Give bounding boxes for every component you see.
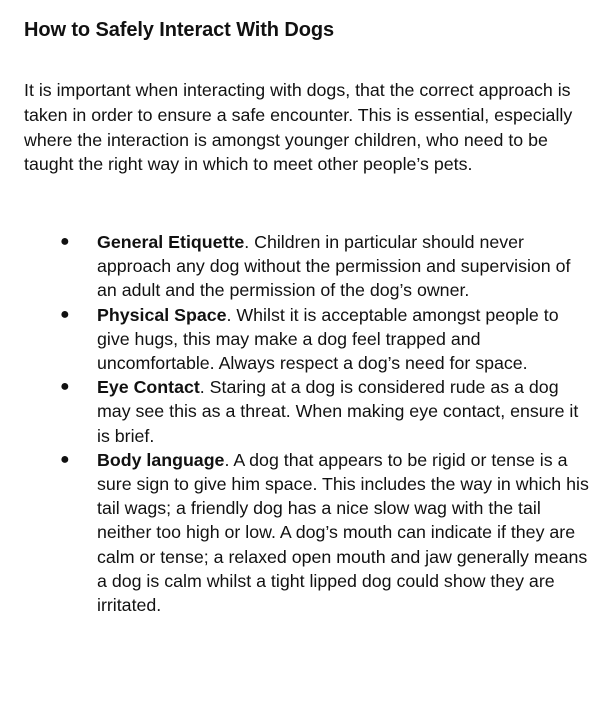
tip-term: Physical Space — [97, 304, 227, 325]
tip-term: General Etiquette — [97, 232, 245, 252]
tip-text: . Whilst it is acceptable amongst people to give hugs, this may make a dog feel trapped and uncomfortable. Always respect a dog’s need for space. — [97, 304, 559, 374]
tip-term: Body language — [97, 449, 225, 470]
tip-term: Eye Contact — [97, 377, 200, 398]
tip-text: . Staring at a dog is considered rude as a dog may see this as a threat. When making eye contact, ensure it is brief. — [97, 377, 579, 446]
bullet-icon: ● — [60, 233, 70, 250]
bullet-icon: ● — [60, 378, 70, 396]
list-item-physical-space — [24, 303, 592, 376]
list-item-eye-contact — [24, 375, 592, 448]
list-item-body-language — [24, 448, 592, 617]
bullet-icon: ● — [60, 450, 70, 468]
tip-text: . A dog that appears to be rigid or tense is a sure sign to give him space. This includes the way in which his tail wags; a friendly dog has a nice slow wag with the tail neither too high or low. A dog’s mouth can indicate if they are calm or tense; a relaxed open mouth and jaw generally means a dog is calm whilst a tight lipped dog could show they are irritated. — [97, 449, 589, 616]
bullet-icon: ● — [60, 305, 70, 323]
page-title: How to Safely Interact With Dogs — [24, 19, 334, 41]
intro-paragraph: It is important when interacting with dogs, that the correct approach is taken in order to ensure a safe encounter. This is essential, especially where the interaction is amongst younger children, who need to be taught the right way in which to meet other people’s pets. — [24, 80, 573, 175]
list-item-general-etiquette — [24, 230, 592, 303]
tip-text: . Children in particular should never approach any dog without the permission and supervision of an adult and the permission of the dog’s owner. — [97, 232, 571, 301]
tips-list — [24, 230, 592, 617]
